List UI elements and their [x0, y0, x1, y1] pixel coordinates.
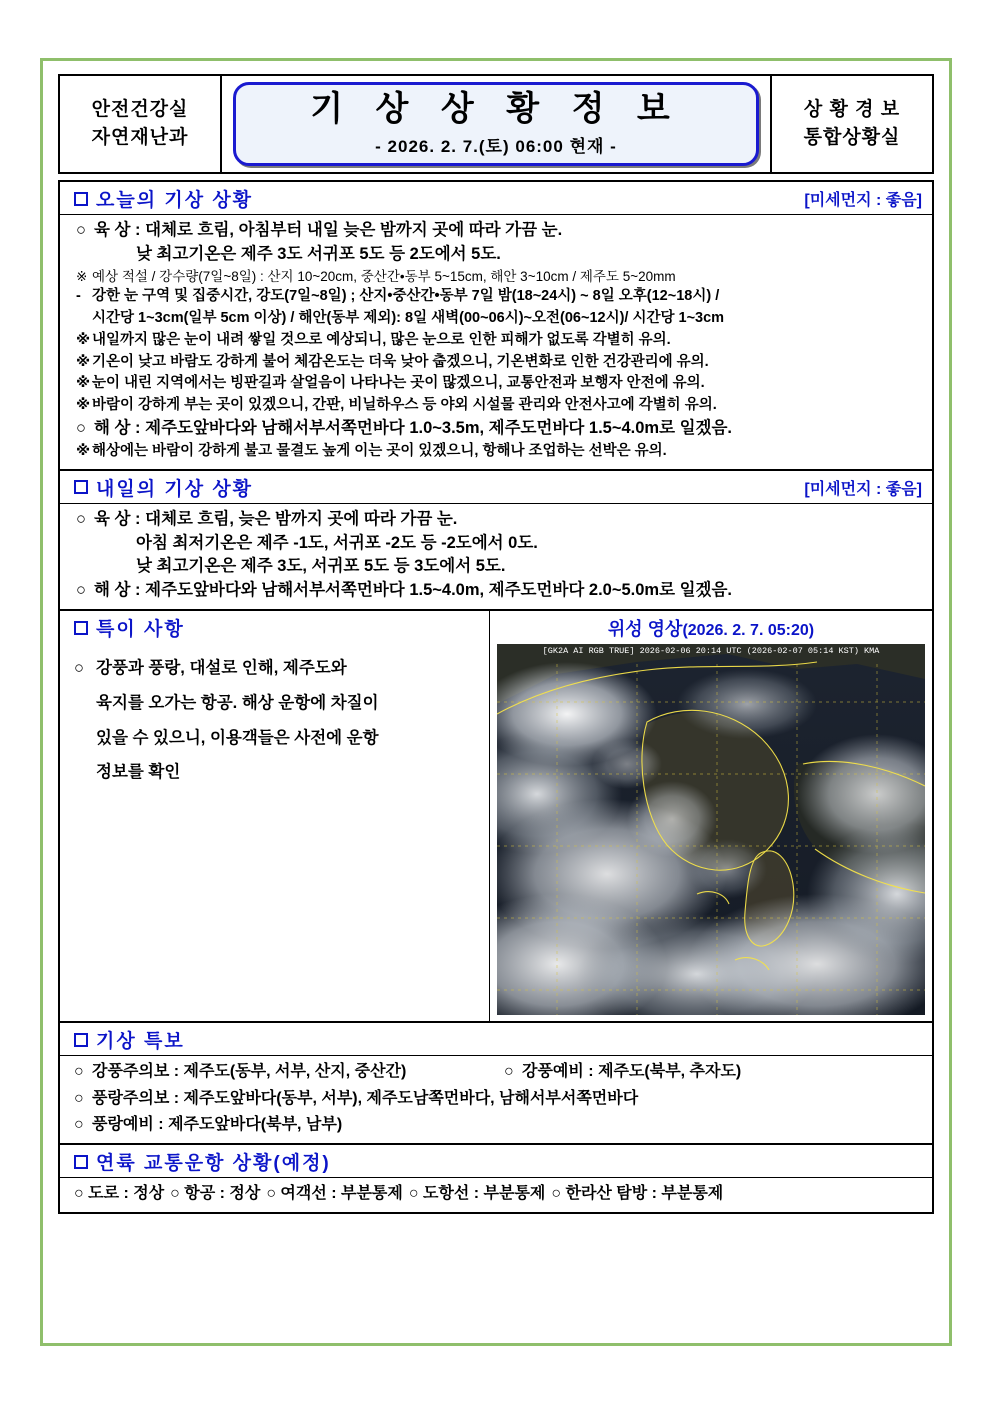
- today-note-5-text: 눈이 내린 지역에서는 빙판길과 살얼음이 나타나는 곳이 많겠으니, 교통안전과 보행자 안전에 유의.: [92, 375, 705, 392]
- today-note-5: [76, 373, 920, 395]
- asterisk-icon: ※: [76, 442, 91, 459]
- traffic-content: [60, 1178, 932, 1212]
- traffic-item-label: 도항선 : 부분통제: [422, 1185, 546, 1203]
- today-note-4: [76, 352, 920, 374]
- circle-bullet-icon: ○: [76, 221, 86, 239]
- checkbox-icon: [74, 621, 88, 635]
- tomorrow-land-row2: [76, 532, 920, 556]
- satellite-image: [497, 644, 925, 1015]
- today-note-6-text: 바람이 강하게 부는 곳이 있겠으니, 간판, 비닐하우스 등 야외 시설물 관리와 안전사고에 각별히 유의.: [92, 397, 717, 414]
- checkbox-icon: [74, 1155, 88, 1169]
- tomorrow-content: [60, 504, 932, 610]
- today-land-value: 대체로 흐림, 아침부터 내일 늦은 밤까지 곳에 따라 가끔 눈.: [145, 221, 563, 239]
- tomorrow-land-row3: [76, 555, 920, 579]
- special-and-satellite: [60, 609, 932, 1021]
- asterisk-icon: ※: [76, 268, 88, 284]
- tomorrow-land-label: 육 상 :: [94, 509, 141, 528]
- special-text: [96, 651, 379, 790]
- circle-bullet-icon: ○: [504, 1063, 514, 1081]
- today-sea-value: 제주도앞바다와 남해서부서쪽먼바다 1.0~3.5m, 제주도먼바다 1.5~4.0m로 일겠음.: [145, 418, 733, 437]
- traffic-item-label: 여객선 : 부분통제: [280, 1185, 403, 1203]
- header-right-line1: 상 황 경 보: [803, 98, 901, 120]
- header-right-office: [770, 76, 932, 172]
- circle-bullet-icon: ○: [74, 659, 84, 678]
- section-title-traffic: 연륙 교통운항 상황(예정): [96, 1153, 331, 1175]
- warning-row: [74, 1112, 922, 1138]
- header-left-line1: 안전건강실: [91, 98, 189, 120]
- circle-bullet-icon: ○: [76, 581, 86, 600]
- traffic-item-label: 도로 : 정상: [88, 1185, 165, 1203]
- circle-bullet-icon: ○: [74, 1089, 84, 1107]
- header-right-line2: 통합상황실: [803, 127, 901, 148]
- traffic-item: ○ 여객선 : 부분통제: [266, 1185, 403, 1203]
- satellite-caption: [GK2A AI RGB TRUE] 2026-02-06 20:14 UTC (2026-02-07 05:14 KST) KMA: [542, 646, 880, 657]
- checkbox-icon: [74, 1033, 88, 1047]
- warning-left-cell: [74, 1059, 504, 1085]
- checkbox-icon: [74, 480, 88, 494]
- traffic-item-label: 항공 : 정상: [184, 1185, 261, 1203]
- today-land-value2: 낮 최고기온은 제주 3도 서귀포 5도 등 2도에서 5도.: [136, 244, 501, 263]
- document-header: [58, 74, 934, 174]
- tomorrow-sea-text: [94, 579, 920, 603]
- tomorrow-land-text: [94, 508, 920, 532]
- section-header-special: [60, 611, 489, 643]
- circle-bullet-icon: ○: [74, 1116, 84, 1134]
- today-content: [60, 215, 932, 469]
- traffic-item: ○ 한라산 탐방 : 부분통제: [551, 1185, 724, 1203]
- today-land-text: [94, 219, 920, 243]
- tomorrow-sea-row: [76, 579, 920, 603]
- section-title-traffic-wrap: [74, 1148, 331, 1175]
- document-page: [40, 58, 952, 1346]
- today-note-6: [76, 395, 920, 417]
- document-inner-border: [51, 69, 941, 1335]
- circle-bullet-icon: ○: [76, 509, 86, 528]
- today-sea-row: [76, 417, 920, 441]
- section-title-tomorrow: 내일의 기상 상황: [96, 478, 254, 500]
- today-land-row: [76, 219, 920, 243]
- today-note-2-text: [92, 286, 724, 330]
- title-plate: [233, 82, 760, 166]
- warning-value-2: 제주도앞바다(동부, 서부), 제주도남쪽먼바다, 남해서부서쪽먼바다: [183, 1089, 639, 1107]
- special-content: [60, 643, 489, 790]
- asterisk-icon: ※: [76, 397, 91, 414]
- warning-left-label: 강풍주의보 :: [92, 1063, 180, 1081]
- asterisk-icon: ※: [76, 331, 91, 348]
- today-note-2: [76, 286, 920, 330]
- section-title-today-wrap: [74, 185, 253, 212]
- today-note-3-text: 내일까지 많은 눈이 내려 쌓일 것으로 예상되니, 많은 눈으로 인한 피해가 없도록 각별히 유의.: [92, 331, 671, 348]
- page-subtitle: - 2026. 2. 7.(토) 06:00 현재 -: [375, 136, 617, 156]
- tomorrow-land-value3: 낮 최고기온은 제주 3도, 서귀포 5도 등 3도에서 5도.: [136, 557, 506, 576]
- header-title-area: [222, 76, 770, 172]
- report-body: [58, 180, 934, 1214]
- today-sea-note-text: 해상에는 바람이 강하게 불고 물결도 높게 이는 곳이 있겠으니, 항해나 조업하는 선박은 유의.: [92, 442, 667, 459]
- satellite-rendering: [497, 644, 925, 1015]
- section-header-today: [60, 182, 932, 215]
- warning-right-value: 제주도(북부, 추자도): [598, 1063, 742, 1081]
- dash-icon: -: [76, 288, 81, 305]
- section-title-special-wrap: [74, 614, 185, 641]
- section-title-today: 오늘의 기상 상황: [96, 190, 254, 211]
- section-title-special: 특이 사항: [96, 619, 185, 641]
- today-sea-label: 해 상 :: [94, 418, 141, 437]
- page-title: 기 상 상 황 정 보: [310, 91, 682, 129]
- asterisk-icon: ※: [76, 375, 91, 392]
- special-line3: 있을 수 있으니, 이용객들은 사전에 운항: [96, 728, 379, 747]
- circle-bullet-icon: ○: [76, 418, 86, 437]
- warning-left-value: 제주도(동부, 서부, 산지, 중산간): [183, 1063, 407, 1081]
- warning-row: [74, 1059, 922, 1085]
- satellite-title: [490, 611, 932, 644]
- warning-label-2: 풍랑주의보 :: [92, 1089, 180, 1107]
- warning-label-3: 풍랑예비 :: [92, 1116, 164, 1134]
- special-line4: 정보를 확인: [96, 763, 181, 782]
- asterisk-icon: ※: [76, 353, 91, 370]
- tomorrow-sea-value: 제주도앞바다와 남해서부서쪽먼바다 1.5~4.0m, 제주도먼바다 2.0~5.0m로 일겠음.: [145, 581, 733, 600]
- today-note-2-line2: 시간당 1~3cm(일부 5cm 이상) / 해안(동부 제외): 8일 새벽(00~06시)~오전(06~12시)/ 시간당 1~3cm: [92, 310, 725, 327]
- section-title-warnings: 기상 특보: [96, 1031, 185, 1053]
- traffic-item: ○ 도로 : 정상: [74, 1185, 165, 1203]
- tomorrow-land-value: 대체로 흐림, 늦은 밤까지 곳에 따라 가끔 눈.: [145, 509, 458, 528]
- traffic-item: ○ 도항선 : 부분통제: [408, 1185, 546, 1203]
- special-line2: 육지를 오가는 항공. 해상 운항에 차질이: [96, 693, 379, 712]
- satellite-title-text: 위성 영상: [607, 619, 683, 640]
- warning-row: [74, 1086, 922, 1112]
- today-sea-text: [94, 417, 920, 441]
- special-line1: 강풍과 풍랑, 대설로 인해, 제주도와: [96, 659, 347, 678]
- today-note-2-line1: 강한 눈 구역 및 집중시간, 강도(7일~8일) ; 산지•중산간•동부 7일 밤(18~24시) ~ 8일 오후(12~18시) /: [92, 288, 720, 305]
- today-note-3: [76, 330, 920, 352]
- tomorrow-land-row: [76, 508, 920, 532]
- today-land-row2: [76, 243, 920, 267]
- checkbox-icon: [74, 192, 88, 206]
- satellite-column: [490, 611, 932, 1021]
- section-title-tomorrow-wrap: [74, 474, 253, 501]
- section-title-warnings-wrap: [74, 1026, 185, 1053]
- special-column: [60, 611, 490, 1021]
- circle-bullet-icon: ○: [74, 1063, 84, 1081]
- section-header-tomorrow: [60, 469, 932, 504]
- section-header-traffic: [60, 1143, 932, 1178]
- traffic-item-label: 한라산 탐방 : 부분통제: [565, 1185, 724, 1203]
- dust-badge-today: [미세먼지 : 좋음]: [804, 192, 922, 209]
- tomorrow-land-value2: 아침 최저기온은 제주 -1도, 서귀포 -2도 등 -2도에서 0도.: [136, 533, 538, 552]
- warning-value-3: 제주도앞바다(북부, 남부): [168, 1116, 343, 1134]
- traffic-item: ○ 항공 : 정상: [170, 1185, 261, 1203]
- header-left-line2: 자연재난과: [91, 127, 189, 148]
- dust-badge-tomorrow: [미세먼지 : 좋음]: [804, 480, 922, 498]
- warnings-content: [60, 1056, 932, 1143]
- today-note-4-text: 기온이 낮고 바람도 강하게 불어 체감온도는 더욱 낮아 춥겠으니, 기온변화로 인한 건강관리에 유의.: [92, 353, 709, 370]
- today-sea-note: [76, 441, 920, 463]
- satellite-time: (2026. 2. 7. 05:20): [682, 622, 815, 640]
- today-note-1-text: 예상 적설 / 강수량(7일~8일) : 산지 10~20cm, 중산간•동부 5~15cm, 해안 3~10cm / 제주도 5~20mm: [92, 268, 676, 284]
- section-header-warnings: [60, 1021, 932, 1056]
- tomorrow-sea-label: 해 상 :: [94, 581, 141, 600]
- today-note-1: [76, 267, 920, 287]
- warning-right-cell: [504, 1059, 922, 1085]
- header-left-department: [60, 76, 222, 172]
- today-land-label: 육 상 :: [94, 221, 141, 239]
- warning-right-label: 강풍예비 :: [522, 1063, 594, 1081]
